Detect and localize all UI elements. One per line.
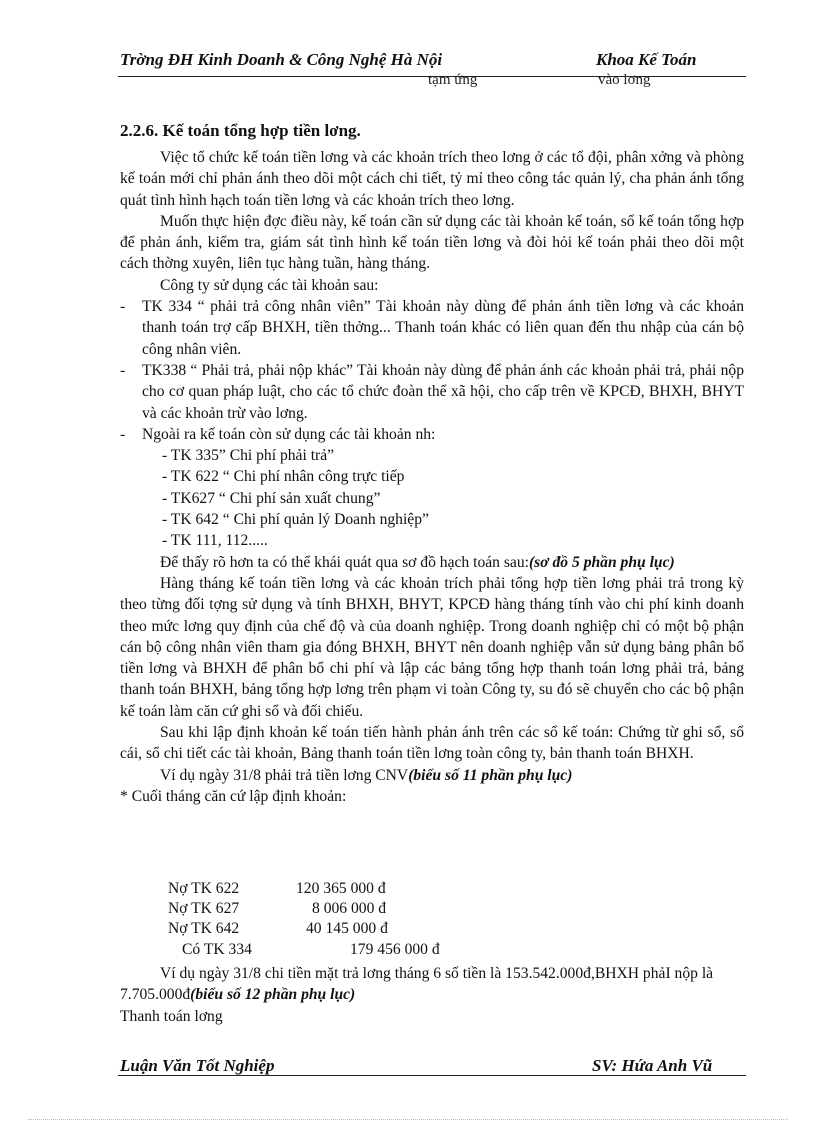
dash-marker: -	[120, 361, 126, 379]
paragraph: Hàng tháng kế toán tiền lơng và các khoản trích phải tổng hợp tiền lơng phải trả trong kỳ theo từng đối tợng sử dụng và tính BHXH, BHYT, KPCĐ hàng tháng tính vào chi phí kinh doanh theo mức lơng quy định của chế độ và của doanh nghiệp. Trong doanh nghiệp chỉ có một bộ phận cán bộ công nhân viên tham gia đóng BHXH, BHYT nên doanh nghiệp vẫn sử dụng bảng phân bổ tiền lơng và BHXH để phân bổ chi phí và lập các bảng tổng hợp thanh toán lơng phải trả, bảng thanh toán BHXH, bảng tổng hợp lơng trên phạm vi toàn Công ty, su đó sẽ chuyển cho các bộ phận kế toán làm căn cứ ghi sổ và đối chiếu.	[120, 574, 744, 720]
dash-marker: -	[120, 298, 126, 316]
list-item-text: Ngoài ra kế toán còn sử dụng các tài khoản nh:	[142, 425, 436, 443]
entry-account: Nợ TK 622	[168, 880, 240, 897]
sub-item: - TK 622 “ Chi phí nhân công trực tiếp	[162, 468, 405, 486]
list-item-text: TK338 “ Phải trả, phải nộp khác” Tài khoản này dùng để phản ánh các khoản phải trả, phải nộp cho cơ quan pháp luật, cho các tổ chức đoàn thể xã hội, cho cấp trên về KPCĐ, BHXH, BHYT và các khoản trừ vào lơng.	[142, 361, 744, 422]
paragraph	[120, 765, 744, 786]
paragraph: Muốn thực hiện đợc điều này, kế toán cần sử dụng các tài khoản kế toán, sổ kế toán tổng hợp để phản ánh, kiểm tra, giám sát tình hình kế toán tiền lơng và đòi hỏi kế toán phải theo dõi một cách thờng xuyên, liên tục hàng tuần, hàng tháng.	[120, 212, 744, 273]
appendix-reference: (sơ đồ 5 phần phụ lục)	[528, 553, 675, 571]
sub-item: - TK 642 “ Chi phí quản lý Doanh nghiệp”	[162, 511, 429, 529]
header-faculty: Khoa Kế Toán	[596, 50, 697, 69]
list-item	[120, 424, 744, 445]
entry-amount: 120 365 000 đ	[296, 880, 386, 897]
entry-amount: 40 145 000 đ	[306, 920, 388, 937]
paragraph-text: Để thấy rõ hơn ta có thể khái quát qua sơ đồ hạch toán sau:	[160, 553, 529, 571]
paragraph	[120, 552, 744, 573]
paragraph: Thanh toán lơng	[120, 1007, 223, 1025]
paragraph-text: Ví dụ ngày 31/8 chi tiền mặt trả lơng tháng 6 số tiền là 153.542.000đ,BHXH phảI nộp là 7.705.000đ	[120, 965, 714, 1004]
list-item	[120, 360, 744, 424]
paragraph: Công ty sử dụng các tài khoản sau:	[160, 276, 379, 294]
paragraph: Sau khi lập định khoản kế toán tiến hành phản ánh trên các sổ kế toán: Chứng từ ghi sổ, sổ cái, sổ chi tiết các tài khoản, Bảng thanh toán tiền lơng toàn công ty, bản thanh toán BHXH.	[120, 724, 744, 763]
entry-amount: 179 456 000 đ	[350, 941, 440, 958]
paragraph: Việc tổ chức kế toán tiền lơng và các khoản trích theo lơng ở các tổ đội, phân xởng và phòng kế toán mới chỉ phản ánh theo dõi một cách chi tiết, tỷ mỉ theo công tác quản lý, cha phản ánh tổng quát tình hình hạch toán tiền lơng và các khoản trích theo lơng.	[120, 149, 744, 209]
header-school: Trờng ĐH Kinh Doanh & Công Nghệ Hà Nội	[120, 50, 443, 69]
appendix-reference: (biểu số 12 phần phụ lục)	[190, 986, 356, 1004]
entry-account: Nợ TK 642	[168, 920, 240, 937]
paragraph	[120, 963, 744, 1006]
footer-thesis-label: Luận Văn Tốt Nghiệp	[120, 1056, 275, 1075]
entry-account: Có TK 334	[182, 941, 252, 958]
sub-item: - TK627 “ Chi phí sản xuất chung”	[162, 489, 381, 507]
body-text-end	[120, 963, 744, 1027]
paragraph: * Cuối tháng căn cứ lập định khoản:	[120, 787, 347, 805]
list-item	[120, 296, 744, 360]
footer-student-name: SV: Hứa Anh Vũ	[592, 1056, 713, 1075]
footer-rule	[118, 1075, 746, 1076]
header-fragment-left: tạm ứng	[428, 72, 478, 88]
page-edge-divider	[28, 1119, 788, 1120]
sub-item: - TK 111, 112.....	[162, 532, 268, 550]
dash-marker: -	[120, 425, 126, 443]
paragraph-text: Ví dụ ngày 31/8 phải trả tiền lơng CNV	[160, 766, 409, 784]
entry-account: Nợ TK 627	[168, 900, 240, 917]
body-text	[120, 147, 744, 807]
appendix-reference: (biểu số 11 phần phụ lục)	[408, 766, 573, 784]
list-item-text: TK 334 “ phải trả công nhân viên” Tài khoản này dùng để phản ánh tiền lơng và các khoản thanh toán trợ cấp BHXH, tiền thởng... Thanh toán khác có liên quan đến thu nhập của cán bộ công nhân viên.	[142, 298, 744, 358]
sub-item: - TK 335” Chi phí phải trả”	[162, 447, 335, 465]
entry-amount: 8 006 000 đ	[312, 900, 387, 917]
section-title: 2.2.6. Kế toán tổng hợp tiền lơng.	[120, 121, 361, 140]
header-fragment-right: vào lơng	[598, 72, 651, 88]
